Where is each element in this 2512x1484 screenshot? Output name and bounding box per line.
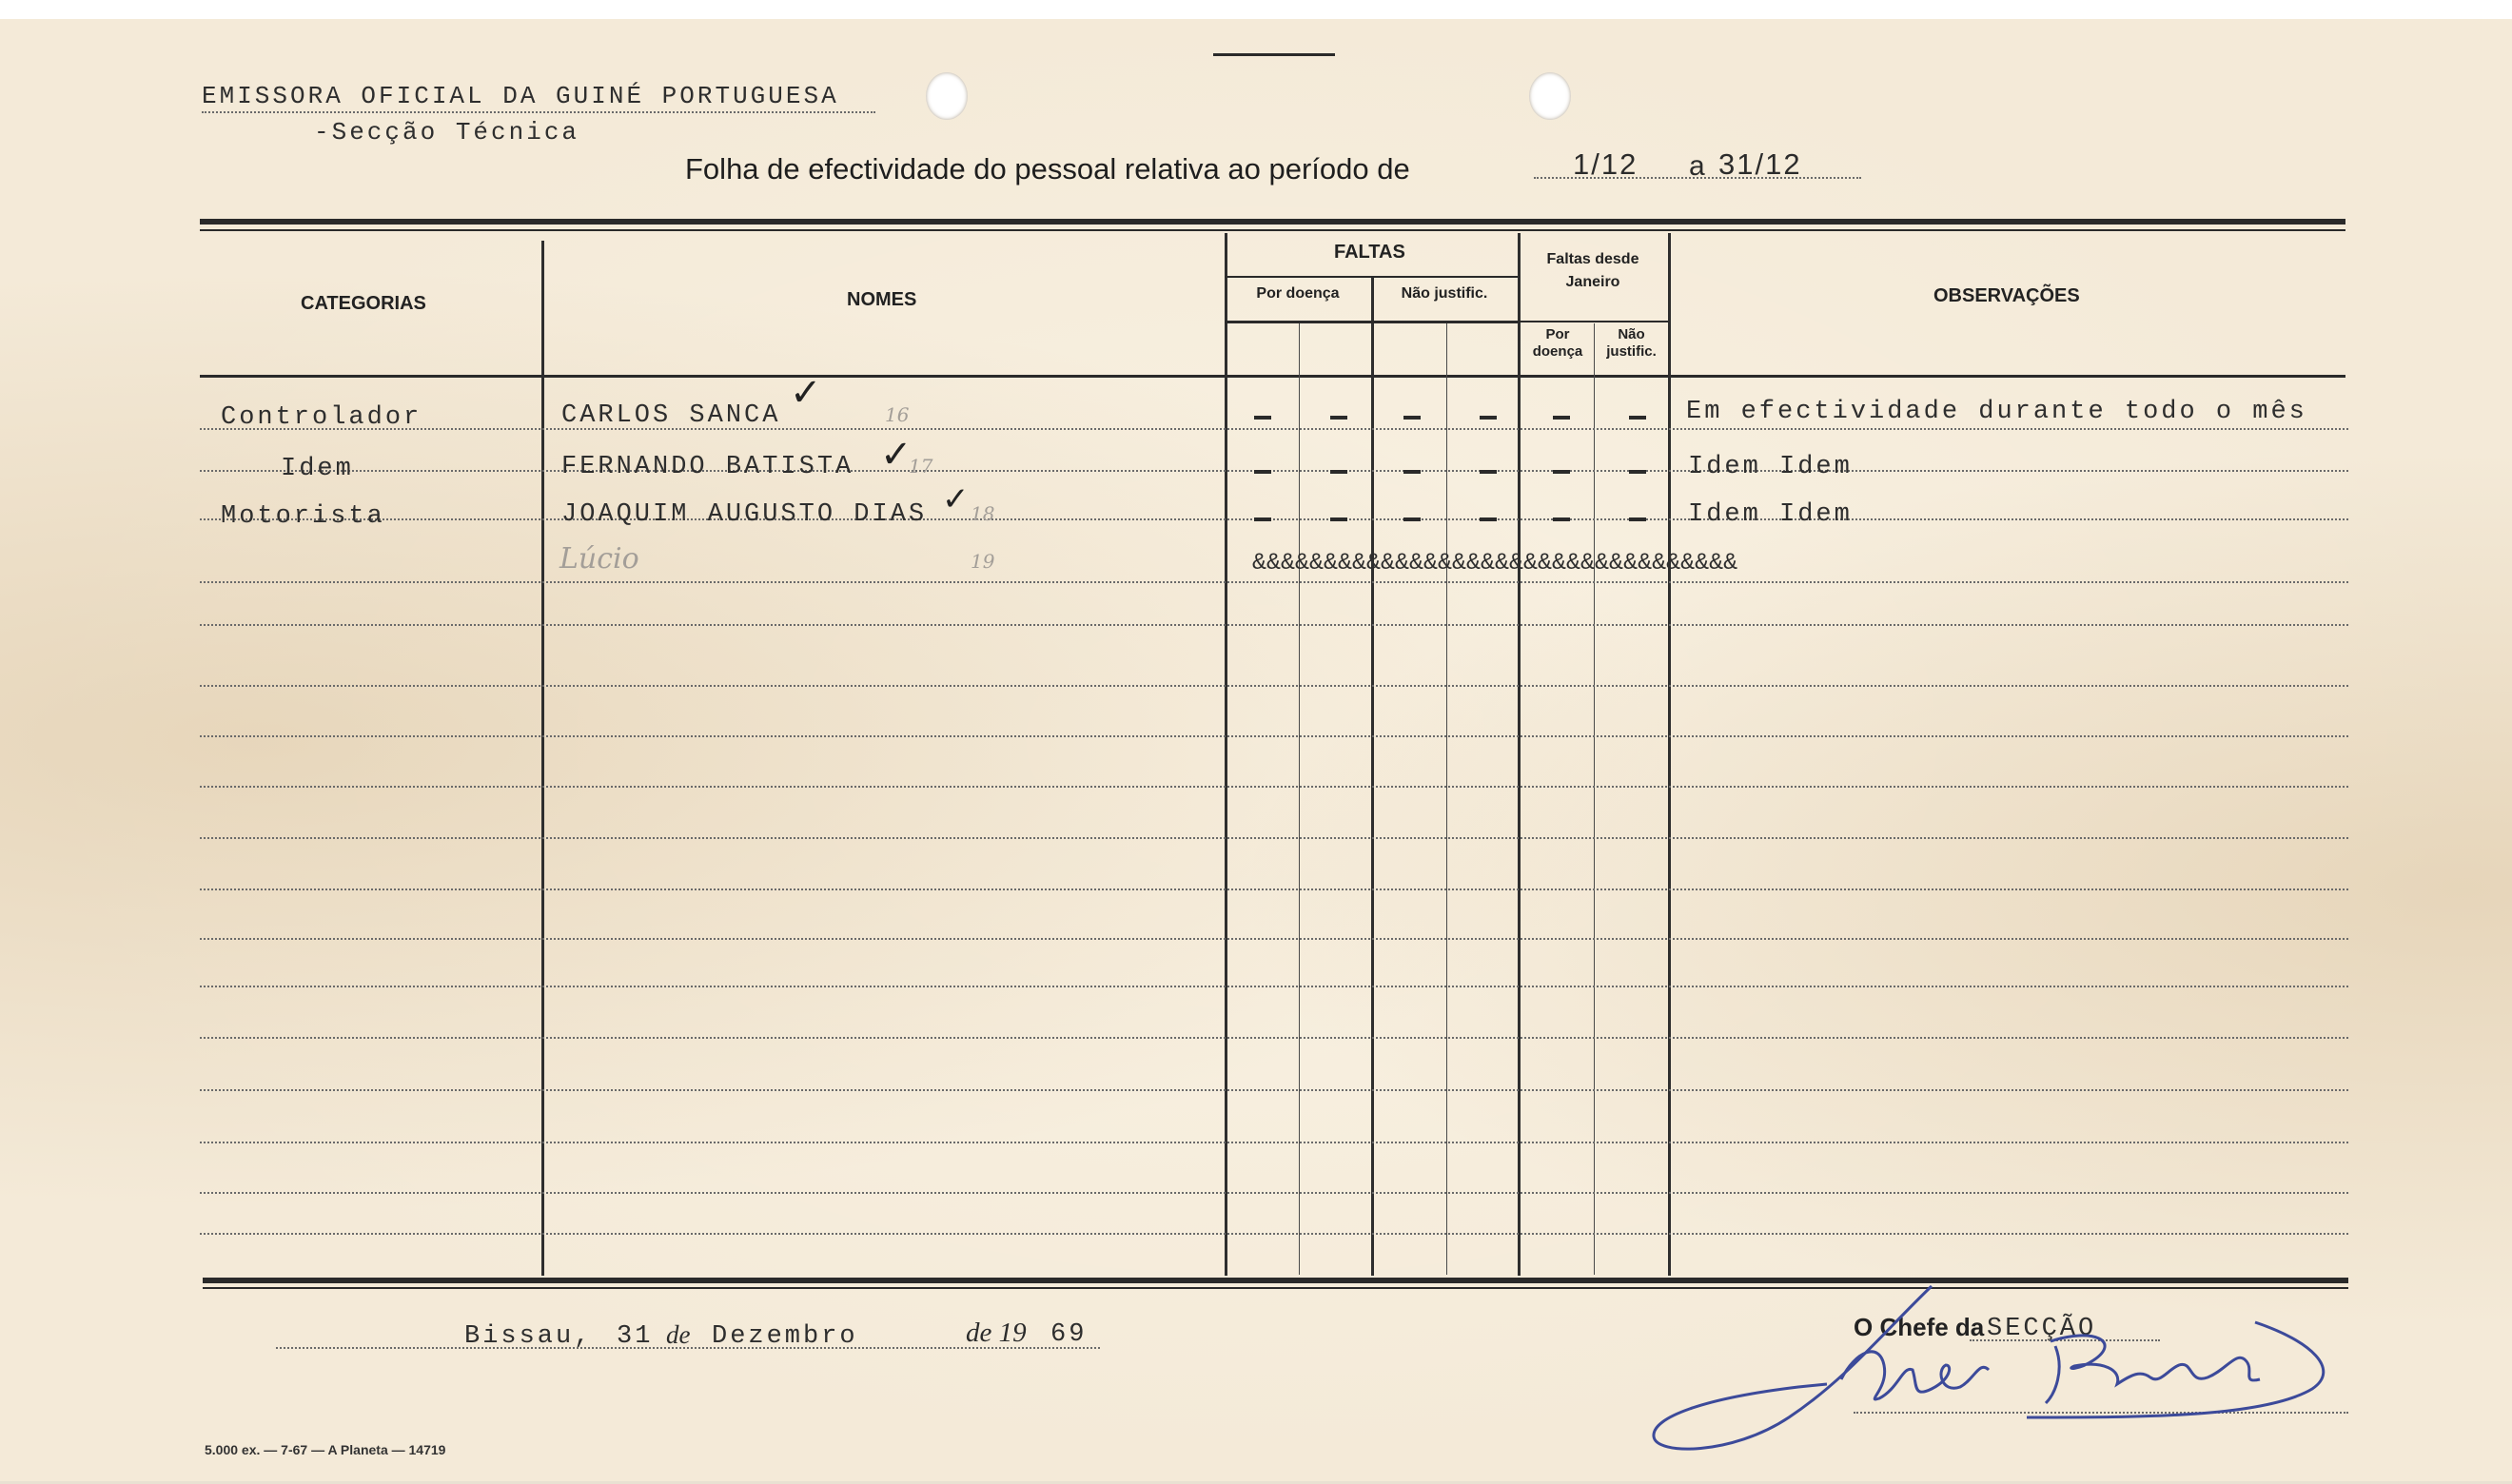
period-from: 1/12 bbox=[1573, 147, 1639, 181]
row-categoria: Motorista bbox=[221, 502, 385, 531]
col-line-1 bbox=[541, 241, 544, 1276]
header-nomes: NOMES bbox=[847, 289, 917, 310]
check-mark-icon: ✓ bbox=[790, 371, 822, 415]
header-faltas-desde: Faltas desde bbox=[1546, 251, 1639, 267]
dash-mark bbox=[1403, 517, 1421, 521]
check-mark-icon: ✓ bbox=[942, 480, 970, 518]
header-faltas: FALTAS bbox=[1334, 242, 1405, 263]
dash-mark bbox=[1480, 470, 1497, 474]
chefe-label: O Chefe da bbox=[1854, 1313, 1985, 1341]
printer-line: 5.000 ex. — 7-67 — A Planeta — 14719 bbox=[205, 1442, 446, 1457]
dash-mark bbox=[1629, 470, 1646, 474]
top-rule bbox=[1213, 53, 1335, 56]
header-por-doenca: Por doença bbox=[1256, 285, 1340, 302]
closing-marks: &&&&&&&&&&&&&&&&&&&&&&&&&&&&&&&&&& bbox=[1252, 549, 1738, 576]
row-observacao: Idem Idem bbox=[1688, 500, 1853, 529]
subcol-line-1 bbox=[1299, 323, 1300, 1275]
dash-mark bbox=[1254, 517, 1271, 521]
footer-year: 69 bbox=[1050, 1320, 1088, 1349]
row-categoria: Controlador bbox=[221, 403, 422, 432]
sheet-title: Folha de efectividade do pessoal relativa ao período de bbox=[685, 152, 1410, 186]
footer-year-prefix: de 19 bbox=[966, 1318, 1027, 1348]
dash-mark bbox=[1629, 517, 1646, 521]
faltas-sub-rule bbox=[1225, 321, 1518, 323]
footer-month: Dezembro bbox=[712, 1322, 858, 1351]
col-line-2 bbox=[1225, 233, 1227, 1276]
footer-de: de bbox=[666, 1320, 691, 1349]
section-name: -Secção Técnica bbox=[314, 118, 580, 146]
org-underline bbox=[202, 111, 875, 113]
dash-mark bbox=[1254, 470, 1271, 474]
dash-mark bbox=[1330, 416, 1347, 420]
footer-place: Bissau, bbox=[464, 1322, 593, 1351]
dash-mark bbox=[1480, 517, 1497, 521]
header-por: Por bbox=[1545, 326, 1570, 342]
dash-mark bbox=[1254, 416, 1271, 420]
signature-scribble bbox=[1646, 1275, 2341, 1484]
dash-mark bbox=[1553, 517, 1570, 521]
chefe-unit: SECÇÃO bbox=[1987, 1315, 2097, 1343]
row-nome: FERNANDO BATISTA bbox=[561, 453, 854, 481]
faltas-rule bbox=[1225, 276, 1518, 278]
col-line-5 bbox=[1668, 233, 1671, 1276]
dash-mark bbox=[1403, 470, 1421, 474]
period-to: 31/12 bbox=[1718, 147, 1802, 181]
row-observacao: Em efectividade durante todo o mês bbox=[1686, 398, 2307, 426]
subcol-line-3 bbox=[1594, 323, 1595, 1275]
header-bottom-rule bbox=[200, 375, 2345, 378]
subcol-line-2 bbox=[1446, 323, 1447, 1275]
pencil-number: 16 bbox=[885, 403, 910, 426]
col-line-4 bbox=[1518, 233, 1521, 1276]
dash-mark bbox=[1330, 517, 1347, 521]
scan-edge bbox=[0, 0, 2512, 19]
dash-mark bbox=[1553, 470, 1570, 474]
dash-mark bbox=[1403, 416, 1421, 420]
header-nao-justific: Não justific. bbox=[1401, 285, 1488, 302]
row-observacao: Idem Idem bbox=[1688, 453, 1853, 481]
dash-mark bbox=[1629, 416, 1646, 420]
header-observacoes: OBSERVAÇÕES bbox=[1933, 285, 2080, 306]
organization-name: EMISSORA OFICIAL DA GUINÉ PORTUGUESA bbox=[202, 82, 839, 110]
pencil-number: 18 bbox=[971, 502, 995, 525]
pencil-number: 19 bbox=[971, 550, 995, 573]
punch-hole-left bbox=[926, 72, 968, 120]
header-justific: justific. bbox=[1606, 343, 1657, 360]
row-nome: JOAQUIM AUGUSTO DIAS bbox=[561, 500, 928, 529]
header-nao: Não bbox=[1618, 326, 1645, 342]
faltas-desde-rule bbox=[1518, 321, 1668, 322]
row-nome: CARLOS SANCA bbox=[561, 401, 781, 430]
punch-hole-right bbox=[1529, 72, 1571, 120]
header-doenca: doença bbox=[1532, 343, 1583, 360]
pencil-number: 17 bbox=[909, 455, 933, 478]
period-connector: a bbox=[1689, 150, 1705, 182]
check-mark-icon: ✓ bbox=[880, 433, 913, 477]
dash-mark bbox=[1330, 470, 1347, 474]
footer-day: 31 bbox=[617, 1322, 654, 1351]
table-top-rule bbox=[200, 219, 2345, 225]
row-categoria: Idem bbox=[281, 455, 354, 483]
table-top-rule-thin bbox=[200, 229, 2345, 231]
pencil-annotation: Lúcio bbox=[559, 542, 639, 576]
dash-mark bbox=[1553, 416, 1570, 420]
header-janeiro: Janeiro bbox=[1565, 274, 1620, 290]
header-categorias: CATEGORIAS bbox=[301, 293, 426, 314]
dash-mark bbox=[1480, 416, 1497, 420]
